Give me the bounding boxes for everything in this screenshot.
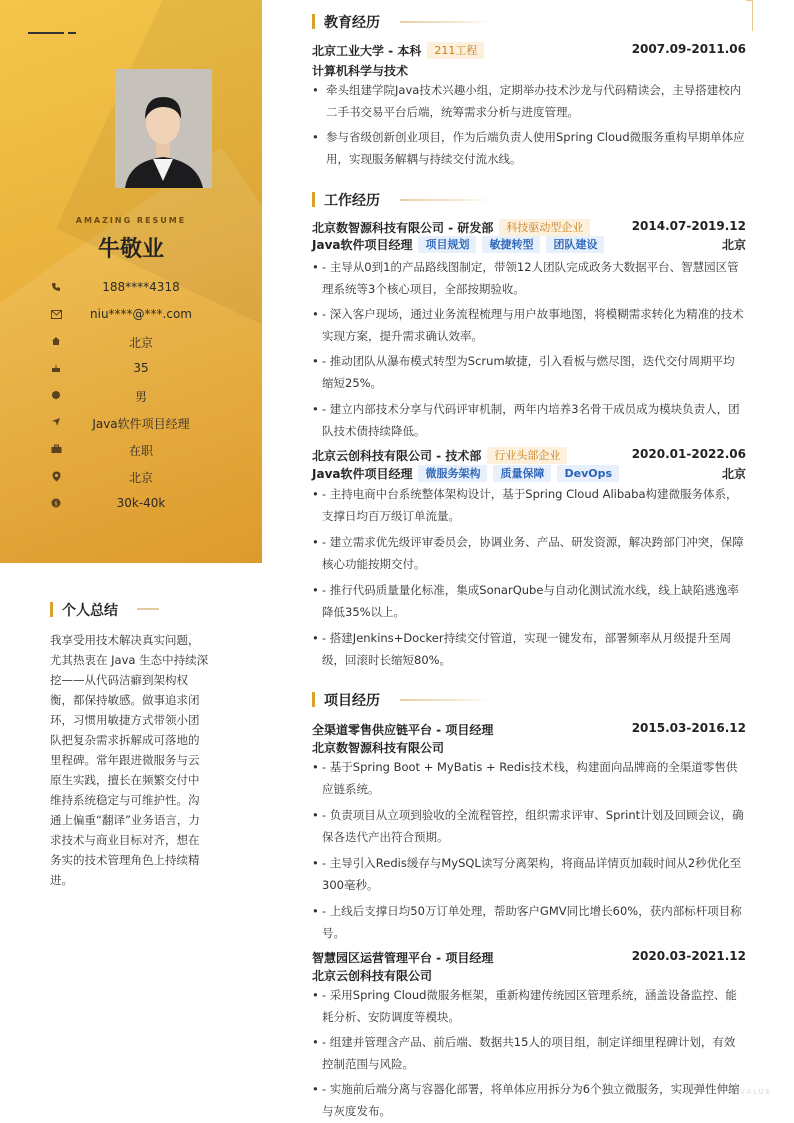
job-date: 2014.07-2019.12 bbox=[631, 219, 746, 233]
candidate-name: 牛敬业 bbox=[97, 237, 164, 262]
project-name: 全渠道零售供应链平台 - 项目经理 bbox=[312, 723, 494, 737]
project-bullet: • - 上线后支撑日均50万订单处理，帮助客户GMV同比增长60%，获内部标杆项目称号。 bbox=[312, 900, 746, 944]
age-text: 35 bbox=[133, 361, 149, 375]
company-tag: 科技驱动型企业 bbox=[499, 219, 590, 236]
project-date: 2015.03-2016.12 bbox=[631, 721, 746, 735]
skill-tag: 团队建设 bbox=[546, 236, 604, 253]
summary-heading: 个人总结 bbox=[50, 600, 118, 620]
skill-tag: 微服务架构 bbox=[418, 465, 487, 482]
skill-tag: 质量保障 bbox=[493, 465, 551, 482]
project-company: 北京数智源科技有限公司 bbox=[312, 741, 445, 755]
svg-text:$: $ bbox=[54, 500, 58, 508]
job-role-row bbox=[312, 236, 746, 254]
school-name: 北京工业大学 - 本科 bbox=[312, 44, 422, 58]
job-header bbox=[312, 447, 746, 465]
info-email bbox=[0, 305, 262, 325]
watermark: VALUE bbox=[740, 1088, 773, 1096]
target-city-text: 北京 bbox=[128, 471, 153, 485]
work-divider bbox=[400, 199, 490, 201]
corner-decor bbox=[746, 0, 753, 31]
project-bullet: • - 负责项目从立项到验收的全流程管控，组织需求评审、Sprint计划及回顾会议，确保各迭代产出符合预期。 bbox=[312, 804, 746, 848]
summary-text: 我享受用技术解决真实问题，尤其热衷在 Java 生态中持续深挖——从代码洁癖到架构权衡，都保持敏感。做事追求闭环，习惯用敏捷方式带领小团队把复杂需求拆解成可落地的里程碑。常年跟进微服务与云原生实践，擅长在频繁交付中维持系统稳定与可维护性。沟通上偏重“翻译”业务语言，力求技术与商业目标对齐，想在务实的技术管理角色上持续精进。 bbox=[50, 633, 209, 887]
project-name: 智慧园区运营管理平台 - 项目经理 bbox=[312, 951, 494, 965]
project-bullet: • - 采用Spring Cloud微服务框架，重新构建传统园区管理系统，涵盖设备监控、能耗分析、安防调度等模块。 bbox=[312, 984, 746, 1028]
summary-divider bbox=[137, 608, 159, 610]
job-header bbox=[312, 219, 746, 237]
project-bullet: • - 主导引入Redis缓存与MySQL读写分离架构，将商品详情页加载时间从2秒优化至300毫秒。 bbox=[312, 852, 746, 896]
job-role: Java软件项目经理 bbox=[312, 238, 413, 252]
job-location: 北京 bbox=[721, 238, 746, 252]
info-target-city bbox=[0, 467, 262, 487]
info-position bbox=[0, 413, 262, 433]
phone-text: 188****4318 bbox=[102, 280, 180, 294]
position-text: Java软件项目经理 bbox=[92, 417, 190, 431]
education-bullet: • 参与省级创新创业项目，作为后端负责人使用Spring Cloud微服务重构早期单体应用，实现服务解耦与持续交付流水线。 bbox=[312, 126, 746, 170]
info-gender bbox=[0, 386, 262, 406]
status-text: 在职 bbox=[128, 444, 153, 458]
info-city bbox=[0, 332, 262, 352]
company-name: 北京云创科技有限公司 - 技术部 bbox=[312, 449, 482, 463]
job-bullet: • - 推行代码质量量化标准，集成SonarQube与自动化测试流水线，线上缺陷逃逸率降低35%以上。 bbox=[312, 579, 746, 623]
project-company: 北京云创科技有限公司 bbox=[312, 969, 433, 983]
info-status bbox=[0, 440, 262, 460]
project-header bbox=[312, 721, 746, 739]
projects-heading: 项目经历 bbox=[312, 690, 380, 710]
info-age bbox=[0, 359, 262, 379]
school-tag: 211工程 bbox=[427, 42, 484, 59]
projects-divider bbox=[400, 699, 490, 701]
skill-tag: 项目规划 bbox=[418, 236, 476, 253]
decor-dash bbox=[28, 32, 64, 34]
tagline: AMAZING RESUME bbox=[75, 216, 187, 225]
project-header bbox=[312, 949, 746, 967]
project-bullet: • - 基于Spring Boot + MyBatis + Redis技术栈，构建面向品牌商的全渠道零售供应链系统。 bbox=[312, 756, 746, 800]
gender-text: 男 bbox=[134, 390, 147, 404]
company-name: 北京数智源科技有限公司 - 研发部 bbox=[312, 221, 494, 235]
project-bullet: • - 组建并管理含产品、前后端、数据共15人的项目组，制定详细里程碑计划，有效控制范围与风险。 bbox=[312, 1031, 746, 1075]
profile-photo bbox=[115, 69, 212, 188]
education-date: 2007.09-2011.06 bbox=[631, 42, 746, 56]
job-bullet: • - 主导从0到1的产品路线图制定，带领12人团队完成政务大数据平台、智慧园区管理系统等3个核心项目，全部按期验收。 bbox=[312, 256, 746, 300]
job-bullet: • - 搭建Jenkins+Docker持续交付管道，实现一键发布，部署频率从月级提升至周级，回滚时长缩短80%。 bbox=[312, 627, 746, 671]
job-bullet: • - 推动团队从瀑布模式转型为Scrum敏捷，引入看板与燃尽图，迭代交付周期平均缩短25%。 bbox=[312, 350, 746, 394]
salary-text: 30k-40k bbox=[116, 496, 166, 510]
job-location: 北京 bbox=[721, 467, 746, 481]
work-heading: 工作经历 bbox=[312, 190, 380, 210]
skill-tag: DevOps bbox=[557, 465, 619, 482]
education-header bbox=[312, 42, 746, 60]
job-bullet: • - 建立需求优先级评审委员会，协调业务、产品、研发资源，解决跨部门冲突，保障核心功能按期交付。 bbox=[312, 531, 746, 575]
job-bullet: • - 主持电商中台系统整体架构设计，基于Spring Cloud Alibaba构建微服务体系，支撑日均百万级订单流量。 bbox=[312, 483, 746, 527]
education-heading: 教育经历 bbox=[312, 12, 380, 32]
project-bullet: • - 实施前后端分离与容器化部署，将单体应用拆分为6个独立微服务，实现弹性伸缩与灰度发布。 bbox=[312, 1078, 746, 1122]
email-text: niu****@***.com bbox=[90, 307, 192, 321]
job-bullet: • - 建立内部技术分享与代码评审机制，两年内培养3名骨干成员成为模块负责人，团队技术债持续降低。 bbox=[312, 398, 746, 442]
major: 计算机科学与技术 bbox=[312, 64, 409, 78]
info-phone bbox=[0, 278, 262, 298]
education-divider bbox=[400, 21, 490, 23]
info-salary bbox=[0, 494, 262, 514]
job-role-row bbox=[312, 465, 746, 483]
job-bullet: • - 深入客户现场，通过业务流程梳理与用户故事地图，将模糊需求转化为精准的技术实现方案，提升需求确认效率。 bbox=[312, 303, 746, 347]
decor-dash-small bbox=[68, 32, 76, 34]
project-date: 2020.03-2021.12 bbox=[631, 949, 746, 963]
job-date: 2020.01-2022.06 bbox=[631, 447, 746, 461]
company-tag: 行业头部企业 bbox=[487, 447, 567, 464]
job-role: Java软件项目经理 bbox=[312, 467, 413, 481]
skill-tag: 敏捷转型 bbox=[482, 236, 540, 253]
education-bullet: • 牵头组建学院Java技术兴趣小组，定期举办技术沙龙与代码精读会，主导搭建校内二手书交易平台后端，统筹需求分析与进度管理。 bbox=[312, 79, 746, 123]
city-text: 北京 bbox=[128, 336, 153, 350]
